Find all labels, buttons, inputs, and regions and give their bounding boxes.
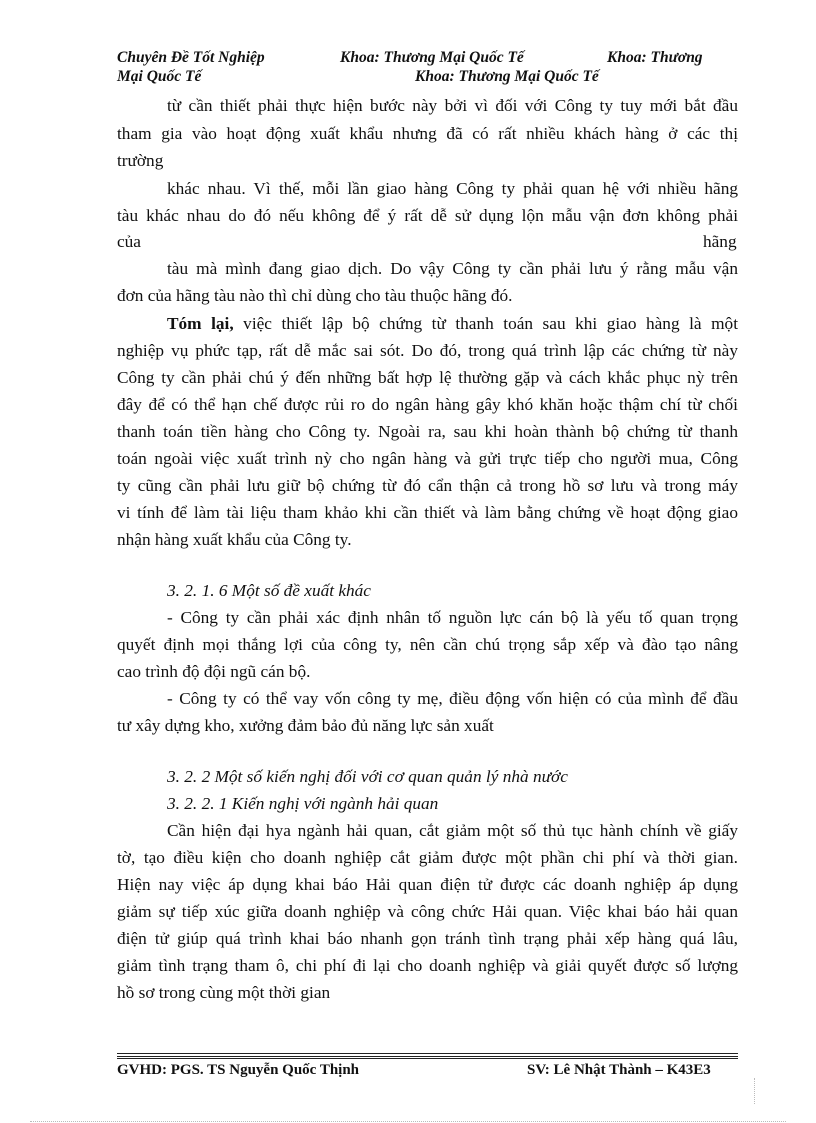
text-line: điện tử giúp quá trình khai báo nhanh gọn tránh tình trạng phải xếp hàng quá lâu, [117,929,738,948]
text-line: toán ngoài việc xuất trình nỳ cho ngân hàng và gửi trực tiếp cho người mua, Công [117,449,738,468]
text-line: ty cũng cần phải lưu giữ bộ chứng từ đó cẩn thận cả trong hồ sơ lưu và trong máy [117,476,738,495]
text-line: của [117,232,141,251]
text-line: đơn của hãng tàu nào thì chỉ dùng cho tàu thuộc hãng đó. [117,286,513,305]
section-heading-3216: 3. 2. 1. 6 Một số đề xuất khác [167,581,371,600]
header-center-2: Khoa: Thương Mại Quốc Tế [415,68,599,85]
text-line: tàu mà mình đang giao dịch. Do vậy Công ty cần phải lưu ý rằng mẫu vận [167,259,738,278]
text-line: trường [117,151,164,170]
section-heading-322: 3. 2. 2 Một số kiến nghị đối với cơ quan quản lý nhà nước [167,767,568,786]
text-line: tham gia vào hoạt động xuất khẩu nhưng đã có rất nhiều khách hàng ở các thị [117,124,738,143]
footer-double-rule [117,1056,738,1059]
text-line: từ cần thiết phải thực hiện bước này bởi vì đối với Công ty tuy mới bắt đầu [167,96,738,115]
text-line: Cần hiện đại hya ngành hải quan, cắt giảm một số thủ tục hành chính về giấy [167,821,738,840]
text-line: hồ sơ trong cùng một thời gian [117,983,331,1002]
text-line: quyết định mọi thắng lợi của công ty, nên cần chú trọng sắp xếp và đào tạo nâng [117,635,738,654]
text-line: tư xây dựng kho, xưởng đảm bảo đủ năng lực sản xuất [117,716,494,735]
text-line: giảm sự tiếp xúc giữa doanh nghiệp và công chức Hải quan. Việc khai báo hải quan [117,902,738,921]
footer-rule [117,1053,738,1054]
text-line: giảm tình trạng tham ô, chi phí đi lại cho doanh nghiệp và giải quyết được số lượng [117,956,738,975]
footer-advisor: GVHD: PGS. TS Nguyễn Quốc Thịnh [117,1062,360,1078]
header-right-1: Khoa: Thương [607,49,703,66]
summary-first-text: việc thiết lập bộ chứng từ thanh toán sau khi giao hàng là một [233,314,738,333]
summary-lead: Tóm lại, [167,314,234,333]
page-edge-dots [30,1121,786,1122]
text-line: vi tính để làm tài liệu tham khảo khi cần thiết và làm bằng chứng về hoạt động giao [117,503,738,522]
page-corner-mark [754,1078,756,1104]
footer-student: SV: Lê Nhật Thành – K43E3 [527,1062,711,1078]
text-line: cao trình độ đội ngũ cán bộ. [117,662,311,681]
text-line: Hiện nay việc áp dụng khai báo Hải quan điện tử được các doanh nghiệp áp dụng [117,875,738,894]
section-heading-3221: 3. 2. 2. 1 Kiến nghị với ngành hải quan [167,794,439,813]
header-center-1: Khoa: Thương Mại Quốc Tế [340,49,524,66]
text-line: nghiệp vụ phức tạp, rất dễ mắc sai sót. Do đó, trong quá trình lập các chứng từ này [117,341,738,360]
text-line: thanh toán tiền hàng cho Công ty. Ngoài ra, sau khi hoàn thành bộ chứng từ thanh [117,422,738,441]
header-left-2: Mại Quốc Tế [117,68,202,85]
header-left-1: Chuyên Đề Tốt Nghiệp [117,49,265,66]
text-line: - Công ty cần phải xác định nhân tố nguồn lực cán bộ là yếu tố quan trọng [167,608,738,627]
text-line: tàu khác nhau do đó nếu không để ý rất dễ sử dụng lộn mẫu vận đơn không phải [117,206,738,225]
text-line: khác nhau. Vì thế, mỗi lần giao hàng Công ty phải quan hệ với nhiều hãng [167,179,738,198]
text-line: - Công ty có thể vay vốn công ty mẹ, điều động vốn hiện có của mình để đầu [167,689,738,708]
text-line: tờ, tạo điều kiện cho doanh nghiệp cắt giảm được một phần chi phí và thời gian. [117,848,738,867]
summary-first-line [167,314,738,334]
text-line: nhận hàng xuất khẩu của Công ty. [117,530,352,549]
text-line: đây để có thể hạn chế được rủi ro do ngân hàng gây khó khăn hoặc thậm chí từ chối [117,395,738,414]
text-line: Công ty cần phải chú ý đến những bất hợp lệ thường gặp và cách khắc phục nỳ trên [117,368,738,387]
text-line: hãng [703,232,737,251]
